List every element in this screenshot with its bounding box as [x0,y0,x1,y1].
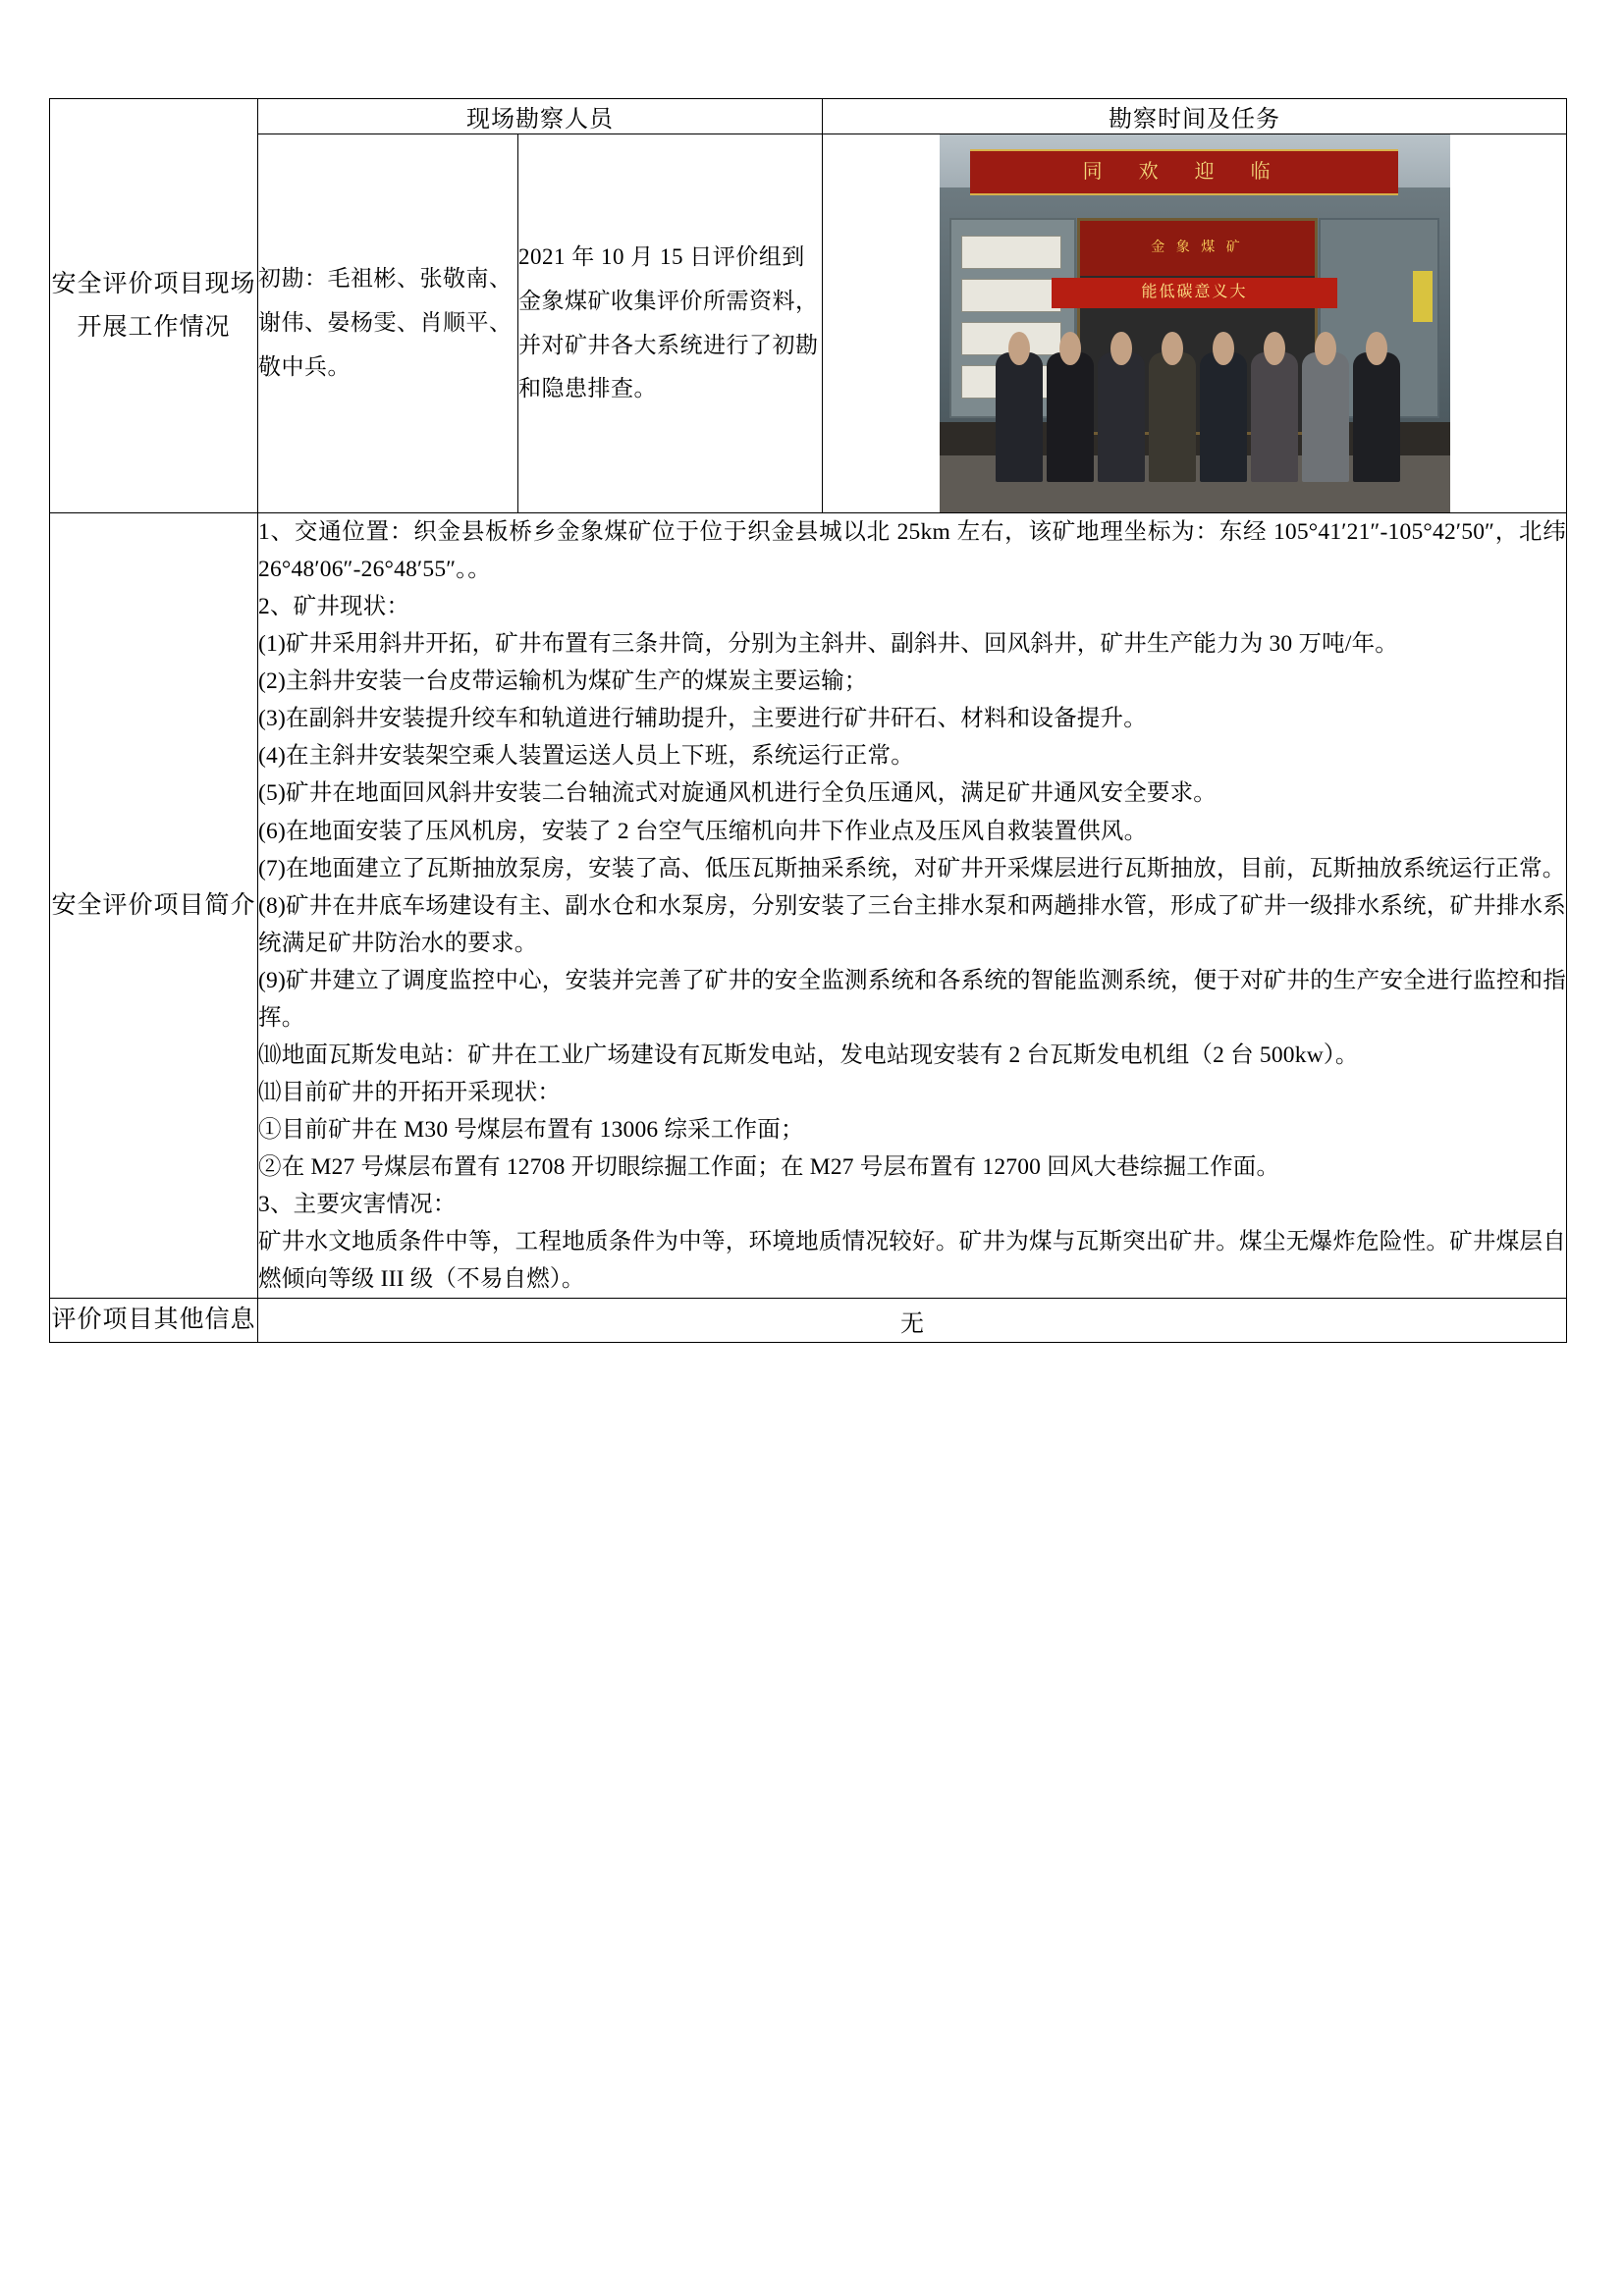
intro-paragraph: ⑾目前矿井的开拓开采现状： [258,1079,562,1105]
photo-person-head [1264,332,1285,365]
photo-top-banner [970,149,1399,194]
photo-person-head [1366,332,1387,365]
photo-person [996,352,1043,482]
intro-paragraph: (3)在副斜井安装提升绞车和轨道进行辅助提升，主要进行矿井矸石、材料和设备提升。 [258,706,1147,732]
photo-person [1149,352,1196,482]
survey-photo-cell [823,134,1567,513]
photo-door-sign [1080,221,1315,276]
photo-person [1353,352,1400,482]
intro-paragraph: (9)矿井建立了调度监控中心，安装并完善了矿井的安全监测系统和各系统的智能监测系统，便于对矿井的生产安全进行监控和指挥。 [258,967,1566,1031]
intro-paragraph: 矿井水文地质条件中等，工程地质条件为中等，环境地质情况较好。矿井为煤与瓦斯突出矿井。煤尘无爆炸危险性。矿井煤层自燃倾向等级 III 级（不易自燃）。 [258,1229,1566,1293]
time-task-text: 2021 年 10 月 15 日评价组到金象煤矿收集评价所需资料，并对矿井各大系统进行了初勘和隐患排查。 [518,134,823,513]
other-info-text: 无 [258,1299,1567,1343]
table-header-row [50,99,1567,134]
row-label-project-intro: 安全评价项目简介 [50,513,258,1299]
intro-paragraph: (4)在主斜井安装架空乘人装置运送人员上下班，系统运行正常。 [258,743,914,770]
intro-paragraph: (8)矿井在井底车场建设有主、副水仓和水泵房，分别安装了三台主排水泵和两趟排水管，形成了矿井一级排水系统，矿井排水系统满足矿井防治水的要求。 [258,892,1566,956]
header-personnel: 现场勘察人员 [258,99,823,134]
photo-poster [961,236,1061,269]
survey-photo [940,134,1450,512]
photo-person [1302,352,1349,482]
photo-door-sign-text: 金 象 煤 矿 [1151,240,1244,255]
photo-poster [961,279,1061,312]
row-label-field-work: 安全评价项目现场开展工作情况 [50,99,258,513]
table-row [50,513,1567,1299]
photo-person-head [1008,332,1030,365]
intro-paragraph: 1、交通位置：织金县板桥乡金象煤矿位于位于织金县城以北 25km 左右，该矿地理坐标为：东经 105°41′21″-105°42′50″，北纬 26°48′06″-26°48′55″。。 [258,519,1566,583]
intro-paragraph: (6)在地面安装了压风机房，安装了 2 台空气压缩机向井下作业点及压风自救装置供风。 [258,818,1148,844]
intro-paragraph: ①目前矿井在 M30 号煤层布置有 13006 综采工作面； [258,1117,804,1143]
row-label-other-info: 评价项目其他信息 [50,1299,258,1343]
photo-person-head [1213,332,1234,365]
photo-person-head [1059,332,1081,365]
photo-person [1251,352,1298,482]
table-row [50,134,1567,513]
photo-person [1200,352,1247,482]
photo-red-banner-text: 能低碳意义大 [1141,284,1248,301]
intro-paragraph: 3、主要灾害情况： [258,1192,457,1218]
photo-person-head [1315,332,1336,365]
photo-top-banner-text: 同 欢 迎 临 [1082,161,1286,184]
table-row [50,1299,1567,1343]
intro-paragraph: (1)矿井采用斜井开拓，矿井布置有三条井筒，分别为主斜井、副斜井、回风斜井，矿井生产能力为 30 万吨/年。 [258,631,1398,658]
survey-summary-table [49,98,1567,1343]
project-intro-content [258,513,1567,1299]
photo-person [1098,352,1145,482]
photo-people-group [940,331,1450,482]
intro-paragraph: ②在 M27 号煤层布置有 12708 开切眼综掘工作面；在 M27 号层布置有 12700 回风大巷综掘工作面。 [258,1154,1280,1181]
photo-person-head [1162,332,1183,365]
photo-red-banner [1052,278,1337,308]
intro-paragraph: 2、矿井现状： [258,594,410,620]
header-time-task: 勘察时间及任务 [823,99,1567,134]
intro-paragraph: (2)主斜井安装一台皮带运输机为煤矿生产的煤炭主要运输； [258,668,868,695]
photo-person-head [1110,332,1132,365]
photo-person [1047,352,1094,482]
intro-paragraph: (7)在地面建立了瓦斯抽放泵房，安装了高、低压瓦斯抽采系统，对矿井开采煤层进行瓦斯抽放，目前，瓦斯抽放系统运行正常。 [258,855,1566,881]
personnel-text: 初勘：毛祖彬、张敬南、谢伟、晏杨雯、肖顺平、敬中兵。 [258,134,518,513]
photo-yellow-sign [1413,271,1433,322]
intro-paragraph: ⑽地面瓦斯发电站：矿井在工业广场建设有瓦斯发电站，发电站现安装有 2 台瓦斯发电机组（2 台 500kw）。 [258,1041,1359,1068]
intro-paragraph: (5)矿井在地面回风斜井安装二台轴流式对旋通风机进行全负压通风，满足矿井通风安全要求。 [258,780,1217,807]
